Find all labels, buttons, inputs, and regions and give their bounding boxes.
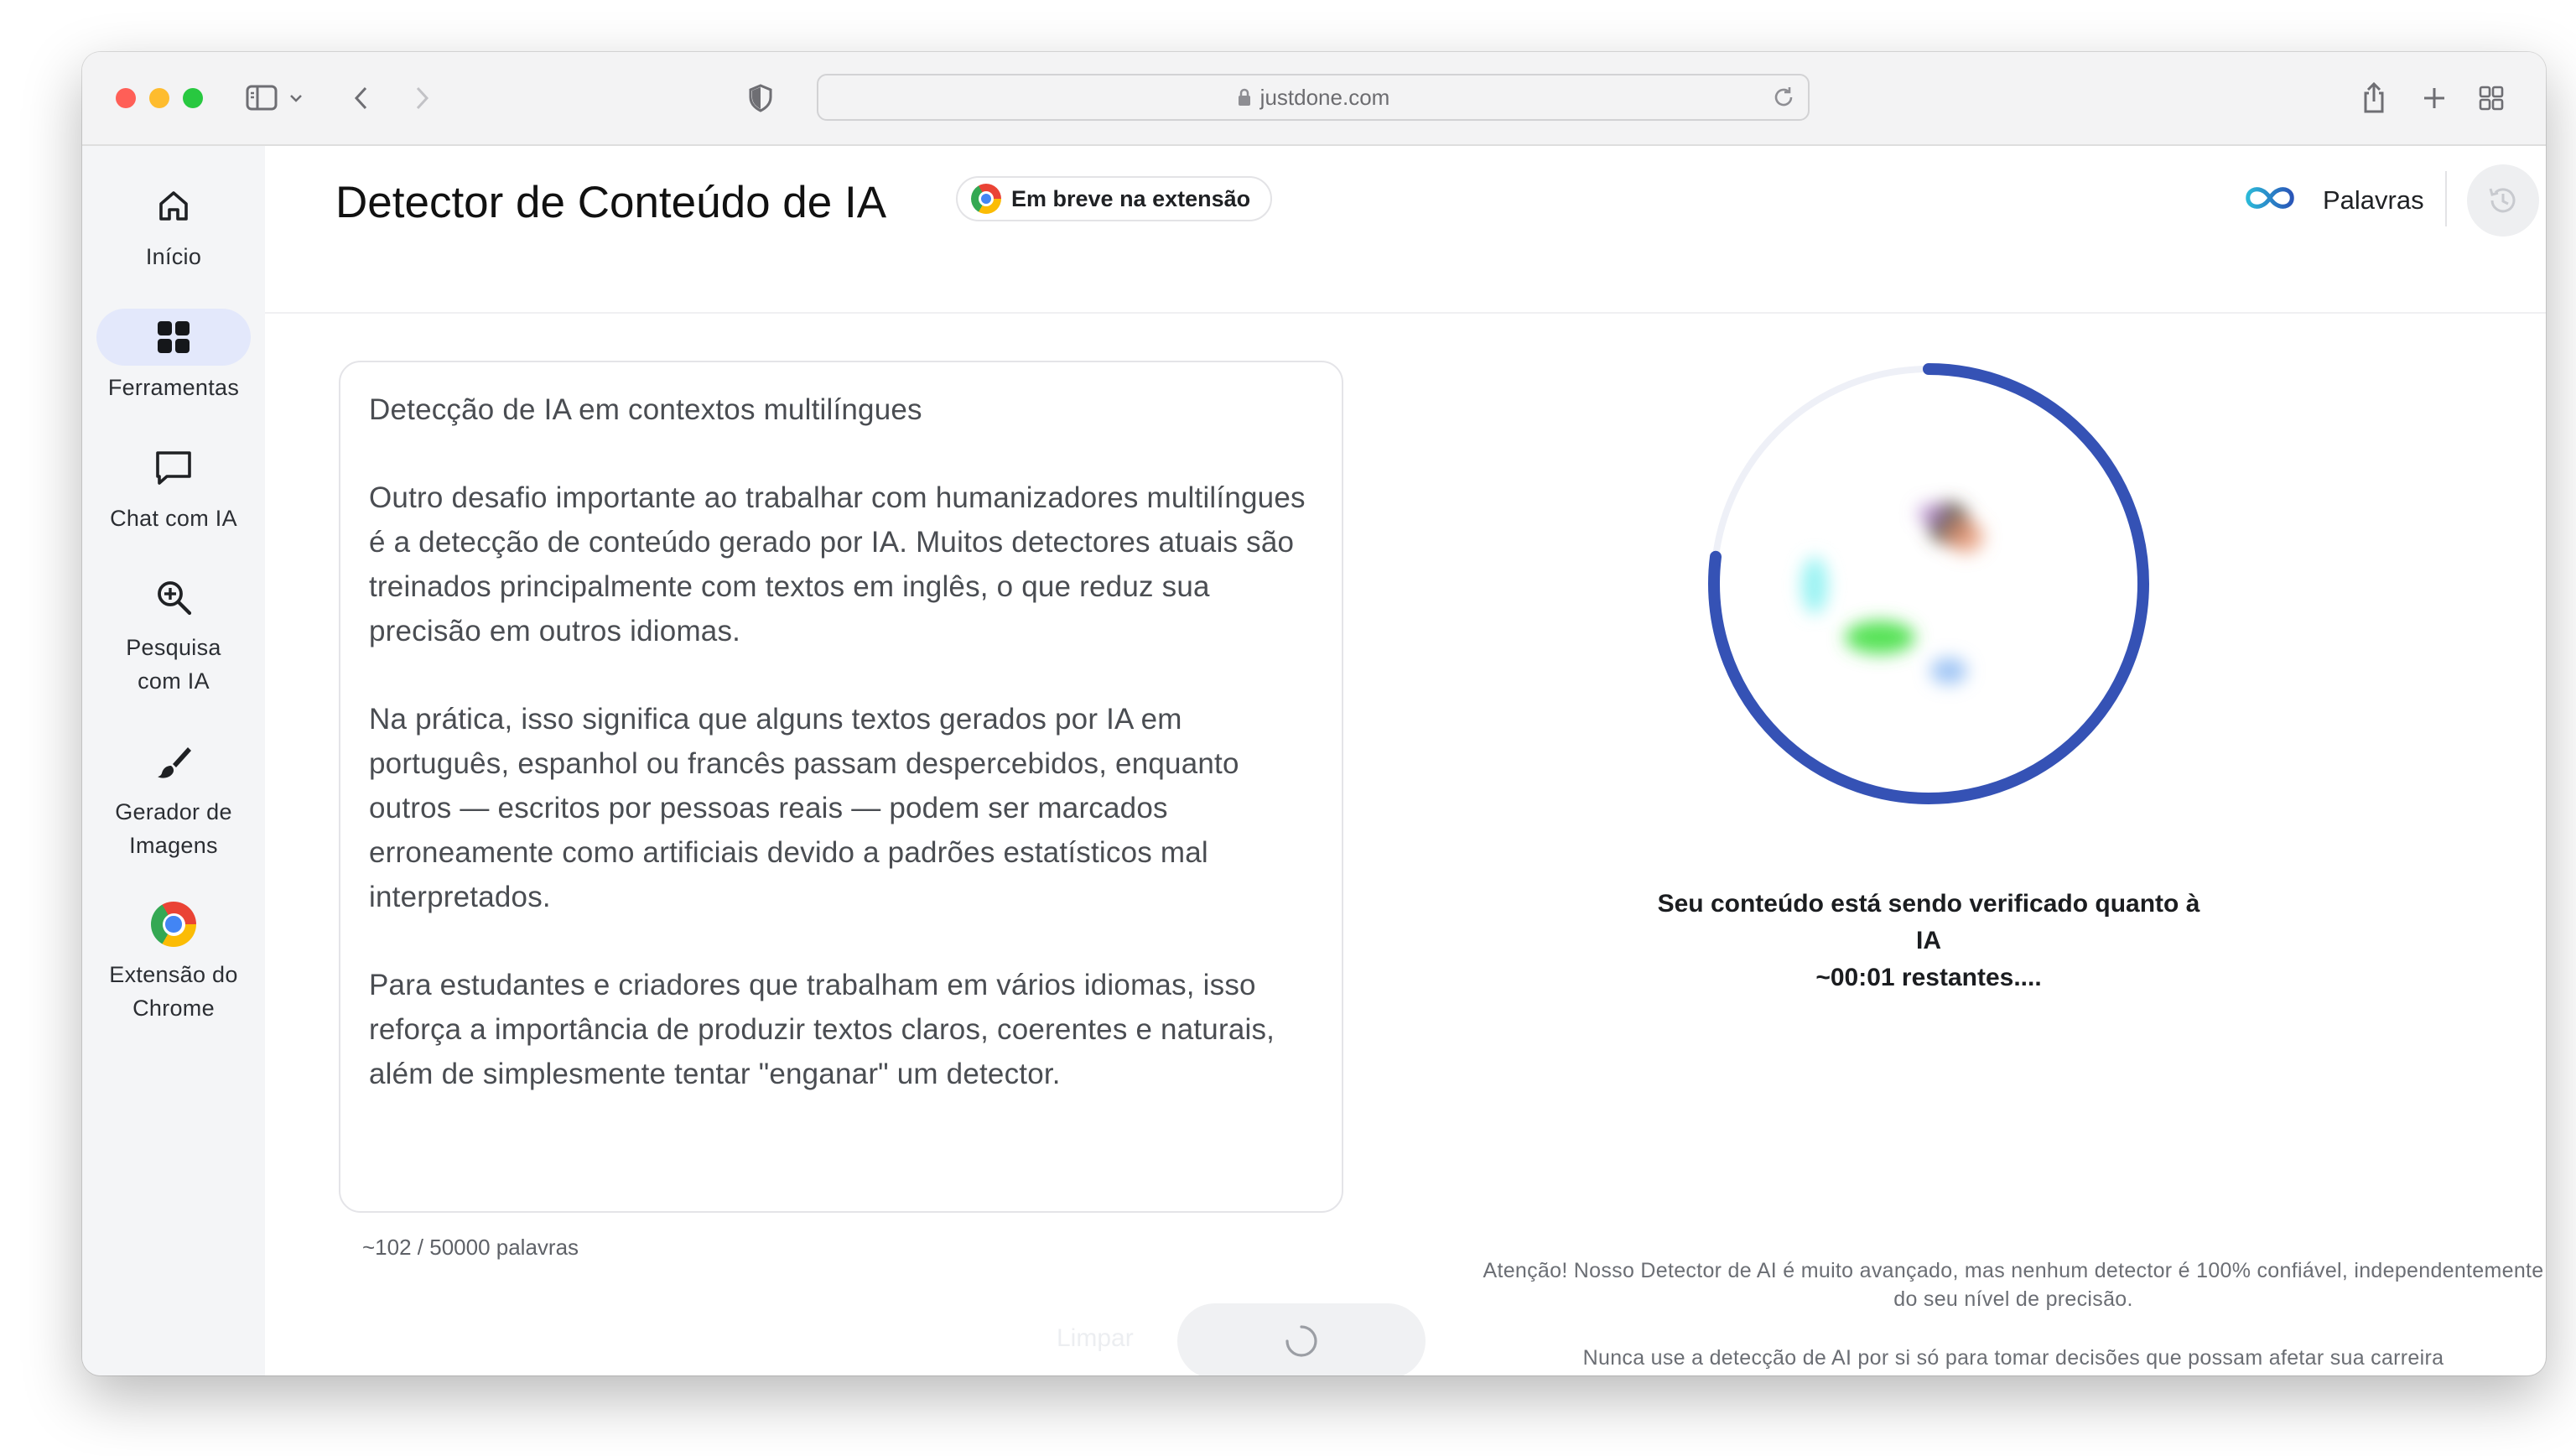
maximize-window-button[interactable]: [183, 88, 203, 108]
header-divider: [2445, 171, 2447, 226]
sidebar-item-inicio[interactable]: [82, 178, 265, 273]
main-content: [265, 146, 2546, 1375]
loading-spinner-icon: [1284, 1323, 1319, 1359]
extension-badge[interactable]: [956, 176, 1272, 221]
new-tab-icon[interactable]: [2413, 77, 2455, 119]
sidebar-item-label: Gerador de Imagens: [115, 799, 232, 858]
sidebar-item-label: Início: [145, 244, 202, 269]
close-window-button[interactable]: [116, 88, 136, 108]
status-time-remaining: ~00:01 restantes....: [1815, 964, 2042, 991]
disclaimer-text: Atenção! Nosso Detector de AI é muito avançado, mas nenhum detector é 100% confiável, independentemente do seu nível de precisão.: [1483, 1259, 2544, 1311]
share-icon[interactable]: [2353, 77, 2395, 119]
chrome-icon: [96, 896, 251, 953]
progress-ring: [1706, 361, 2152, 807]
sidebar: [82, 146, 265, 1375]
page-title: Detector de Conteúdo de IA: [335, 178, 887, 227]
search-zoom-icon: [96, 569, 251, 626]
history-icon: [2485, 183, 2521, 218]
sidebar-item-gerador-imagens[interactable]: [82, 733, 265, 862]
words-label[interactable]: Palavras: [2323, 185, 2424, 215]
shield-icon[interactable]: [740, 77, 782, 119]
lock-icon: [1237, 87, 1252, 107]
infinity-icon: [2244, 183, 2296, 213]
editor-paragraph: Na prática, isso significa que alguns textos gerados por IA em português, espanhol ou francês passam despercebidos, enquanto outros — escritos por pessoas reais — podem ser marcados erroneamente como artificiais devido a padrões estatísticos mal interpretados.: [369, 703, 1239, 913]
address-bar[interactable]: [817, 74, 1810, 121]
chat-icon: [96, 439, 251, 497]
paintbrush-icon: [96, 733, 251, 790]
chevron-down-icon[interactable]: [283, 77, 309, 119]
forward-icon[interactable]: [401, 77, 443, 119]
sidebar-item-pesquisa[interactable]: [82, 569, 265, 698]
sidebar-item-label: Extensão do Chrome: [109, 962, 238, 1021]
sidebar-item-ferramentas[interactable]: [82, 309, 265, 404]
sidebar-item-chat[interactable]: [82, 439, 265, 535]
sidebar-item-label: Ferramentas: [107, 375, 240, 400]
status-message: [1649, 886, 2209, 996]
editor-text[interactable]: [369, 387, 1308, 1140]
extension-badge-label: Em breve na extensão: [1011, 185, 1251, 211]
reload-icon[interactable]: [1769, 83, 1798, 112]
browser-window: [82, 52, 2546, 1375]
tab-overview-icon[interactable]: [2470, 77, 2512, 119]
sidebar-item-extensao-chrome[interactable]: [82, 896, 265, 1025]
editor-paragraph: Outro desafio importante ao trabalhar com humanizadores multilíngues é a detecção de conteúdo gerado por IA. Muitos detectores atuais são treinados principalmente com textos em inglês, o que reduz sua precisão em outros idiomas.: [369, 481, 1306, 647]
loading-animation-blob: [1801, 502, 1984, 684]
status-line: Seu conteúdo está sendo verificado quanto à IA: [1657, 890, 2200, 954]
header-divider-line: [265, 312, 2546, 314]
editor-paragraph: Detecção de IA em contextos multilíngues: [369, 393, 922, 426]
back-icon[interactable]: [340, 77, 382, 119]
sidebar-toggle-icon[interactable]: [242, 77, 283, 119]
history-button[interactable]: [2467, 164, 2539, 237]
sidebar-item-label: Pesquisa com IA: [126, 635, 221, 694]
grid-icon: [96, 309, 251, 366]
home-icon: [96, 178, 251, 235]
text-editor[interactable]: [339, 361, 1343, 1213]
detect-button[interactable]: [1177, 1303, 1426, 1375]
sidebar-item-label: Chat com IA: [110, 506, 237, 531]
url-text: justdone.com: [1259, 84, 1390, 110]
minimize-window-button[interactable]: [149, 88, 169, 108]
chrome-icon: [971, 184, 1001, 214]
disclaimer-text-secondary: Nunca use a detecção de AI por si só para tomar decisões que possam afetar sua carreira: [1582, 1346, 2444, 1370]
browser-toolbar: [82, 52, 2546, 146]
clear-button[interactable]: Limpar: [1057, 1324, 1134, 1352]
word-count: ~102 / 50000 palavras: [362, 1235, 579, 1260]
editor-paragraph: Para estudantes e criadores que trabalham em vários idiomas, isso reforça a importância de produzir textos claros, coerentes e naturais, além de simplesmente tentar "enganar" um detector.: [369, 969, 1275, 1090]
